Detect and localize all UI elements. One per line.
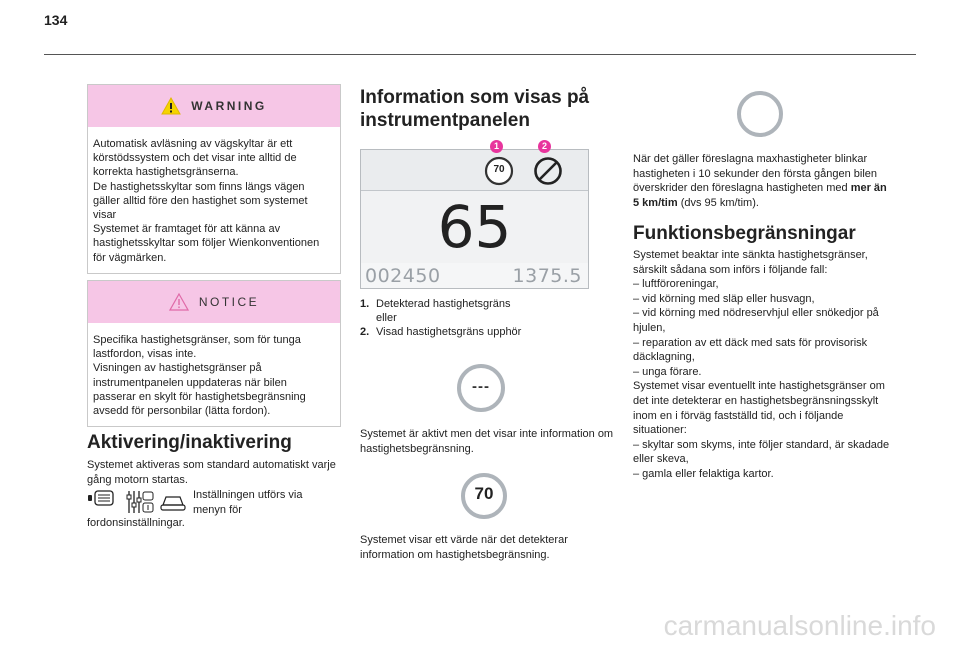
limits-body	[633, 248, 895, 482]
limits-line: – gamla eller felaktiga kartor.	[633, 467, 774, 480]
notice-title: NOTICE	[198, 295, 260, 309]
info-heading-line2: instrumentpanelen	[360, 110, 530, 131]
notice-box	[87, 280, 341, 427]
header-rule	[44, 54, 916, 55]
odometer: 002450	[365, 265, 441, 287]
watermark: carmanualsonline.info	[663, 610, 936, 641]
trip-meter: 1375.5	[512, 265, 582, 287]
blink-threshold: mer än 5 km/tim	[633, 182, 887, 209]
no-limit-description: Systemet är aktivt men det visar inte information om hastighetsbegränsning.	[360, 428, 614, 455]
warning-title: WARNING	[191, 99, 267, 113]
limits-line: – vid körning med släp eller husvagn,	[633, 292, 815, 305]
limits-line: – skyltar som skyms, inte följer standard, är skadade eller skeva,	[633, 438, 890, 466]
callout-1: 1	[490, 140, 503, 153]
activation-heading: Aktivering/inaktivering	[87, 432, 292, 453]
settings-icons	[87, 489, 187, 515]
notice-header	[88, 281, 340, 323]
speed-limit-sign-value: 70	[493, 164, 505, 175]
settings-menu-icon	[87, 489, 189, 515]
limits-line: Systemet beaktar inte sänkta hastighetsgränser, särskilt sådana som införs i följande fall:	[633, 249, 868, 276]
notice-line: Visningen av hastighetsgränser på instrumentpanelen uppdateras när bilen passerar en skylt för hastighetsbegränsning avsedd för personbilar (lätta fordon).	[93, 362, 306, 418]
warning-triangle-icon	[161, 97, 181, 115]
info-heading-line1: Information som visas på	[360, 87, 590, 108]
list-text: Visad hastighetsgräns upphör	[376, 326, 522, 339]
notice-line: Specifika hastighetsgränser, som för tunga lastfordon, visas inte.	[93, 334, 301, 361]
warning-line: De hastighetsskyltar som finns längs vägen gäller alltid före den hastighet som systemet visar	[93, 180, 308, 222]
notice-triangle-icon	[169, 293, 189, 311]
current-speed: 65	[437, 193, 512, 261]
warning-line: Automatisk avläsning av vägskyltar är ett körstödssystem och det visar inte alltid de korrekta hastighetsgränserna.	[93, 138, 297, 179]
speed-value-description: Systemet visar ett värde när det detekterar information om hastighetsbegränsning.	[360, 534, 568, 561]
limits-heading: Funktionsbegränsningar	[633, 223, 856, 244]
limits-line: – unga förare.	[633, 365, 702, 378]
activation-intro: Systemet aktiveras som standard automatiskt varje gång motorn startas.	[87, 459, 336, 486]
blink-paragraph	[633, 152, 895, 210]
warning-line: Systemet är framtaget för att känna av hastighetsskyltar som följer Wienkonventionen för vägmärken.	[93, 223, 320, 264]
limits-line: – vid körning med nödreservhjul eller snökedjor på hjulen,	[633, 307, 879, 334]
list-text: Detekterad hastighetsgräns	[376, 298, 511, 310]
limits-line: – luftföroreningar,	[633, 278, 719, 291]
no-limit-sign-value: ---	[472, 378, 490, 395]
warning-box	[87, 84, 341, 274]
blink-text: När det gäller föreslagna maxhastigheter blinkar hastigheten i 10 sekunder den första gången bilen överskrider den föreslagna hastigheten med	[633, 153, 878, 195]
speed-limit-70-value: 70	[474, 484, 494, 503]
list-item	[360, 297, 600, 325]
cluster-legend	[360, 297, 600, 340]
limits-line: Systemet visar eventuellt inte hastighetsgränser om det inte detekterar en hastighetsbegränsningsskylt inom en i förväg fastställd tid, och i följande situationer:	[633, 380, 885, 437]
blink-text-end: (dvs 95 km/tim).	[677, 196, 759, 209]
settings-text-cont: fordonsinställningar.	[87, 517, 185, 529]
instrument-cluster	[360, 149, 589, 289]
limits-line: – reparation av ett däck med sats för provisorisk däcklagning,	[633, 336, 868, 364]
warning-header	[88, 85, 340, 127]
callout-2: 2	[538, 140, 551, 153]
list-number: 1.	[360, 298, 370, 310]
list-text: eller	[376, 312, 397, 325]
page-number: 134	[44, 12, 68, 28]
cluster-signs	[361, 150, 588, 190]
settings-text: Inställningen utförs via menyn för	[193, 489, 303, 516]
speed-limit-90-icon	[736, 90, 784, 138]
list-number: 2.	[360, 326, 370, 339]
list-item	[360, 325, 600, 339]
